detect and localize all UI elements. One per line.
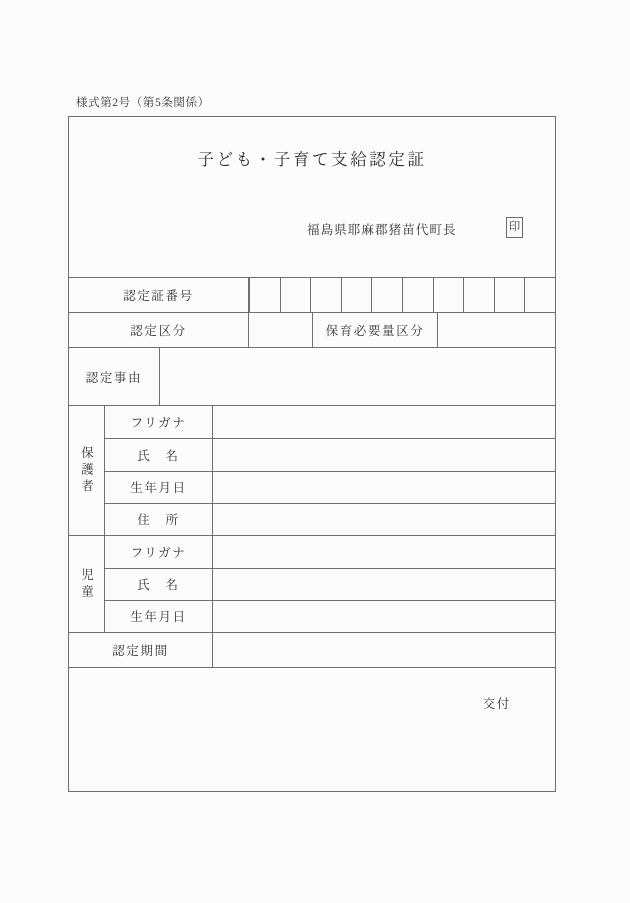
masthead xyxy=(69,117,555,277)
certificate-number-label: 認定証番号 xyxy=(69,278,249,312)
certification-type-value[interactable] xyxy=(249,313,313,347)
certificate-number-cell[interactable] xyxy=(494,278,525,312)
guardian-section-label xyxy=(69,406,105,535)
guardian-address-value[interactable] xyxy=(213,504,555,535)
page-title: 子ども・子育て支給認定証 xyxy=(197,150,427,169)
seal-stamp-icon: 印 xyxy=(506,217,523,238)
certificate-number-grid xyxy=(249,278,555,312)
child-birthdate-label: 生年月日 xyxy=(105,601,213,632)
issuing-authority: 福島県耶麻郡猪苗代町長 xyxy=(307,223,457,237)
certificate-number-row xyxy=(69,277,555,312)
child-furigana-value[interactable] xyxy=(213,536,555,568)
child-name-row xyxy=(105,568,555,600)
certificate-number-cell[interactable] xyxy=(249,278,280,312)
guardian-section xyxy=(69,405,555,535)
period-row xyxy=(69,632,555,667)
form-number: 様式第2号（第5条関係） xyxy=(76,97,210,109)
certificate-number-cell[interactable] xyxy=(402,278,433,312)
certificate-number-cell[interactable] xyxy=(371,278,402,312)
child-furigana-row xyxy=(105,536,555,568)
guardian-furigana-row xyxy=(105,406,555,438)
child-section xyxy=(69,535,555,632)
child-name-label: 氏 名 xyxy=(105,569,213,600)
care-amount-value[interactable] xyxy=(438,313,555,347)
period-value[interactable] xyxy=(213,633,555,667)
guardian-birthdate-row xyxy=(105,471,555,503)
guardian-section-label-text: 保護者 xyxy=(79,445,94,496)
certificate-number-cell[interactable] xyxy=(433,278,464,312)
certificate-number-cell[interactable] xyxy=(310,278,341,312)
classification-row xyxy=(69,312,555,347)
child-section-label-text: 児童 xyxy=(79,567,94,601)
certificate-frame xyxy=(68,116,556,792)
guardian-address-label: 住 所 xyxy=(105,504,213,535)
issuance-footer xyxy=(69,667,555,791)
guardian-furigana-label: フリガナ xyxy=(105,406,213,438)
child-furigana-label: フリガナ xyxy=(105,536,213,568)
certificate-number-cell[interactable] xyxy=(341,278,372,312)
issuance-label: 交付 xyxy=(482,697,511,711)
child-fields xyxy=(105,536,555,632)
certificate-number-cell[interactable] xyxy=(280,278,311,312)
period-label: 認定期間 xyxy=(69,633,213,667)
child-birthdate-row xyxy=(105,600,555,632)
guardian-name-value[interactable] xyxy=(213,439,555,470)
child-section-label xyxy=(69,536,105,632)
child-name-value[interactable] xyxy=(213,569,555,600)
guardian-birthdate-value[interactable] xyxy=(213,472,555,503)
guardian-fields xyxy=(105,406,555,535)
guardian-name-row xyxy=(105,438,555,470)
guardian-address-row xyxy=(105,503,555,535)
guardian-birthdate-label: 生年月日 xyxy=(105,472,213,503)
reason-label: 認定事由 xyxy=(69,348,160,405)
care-amount-label: 保育必要量区分 xyxy=(313,313,438,347)
reason-row xyxy=(69,347,555,405)
child-birthdate-value[interactable] xyxy=(213,601,555,632)
guardian-name-label: 氏 名 xyxy=(105,439,213,470)
issuer-line xyxy=(69,217,555,243)
reason-value[interactable] xyxy=(160,348,555,405)
certification-type-label: 認定区分 xyxy=(69,313,249,347)
certificate-number-cell[interactable] xyxy=(463,278,494,312)
certificate-number-cell[interactable] xyxy=(524,278,555,312)
guardian-furigana-value[interactable] xyxy=(213,406,555,438)
